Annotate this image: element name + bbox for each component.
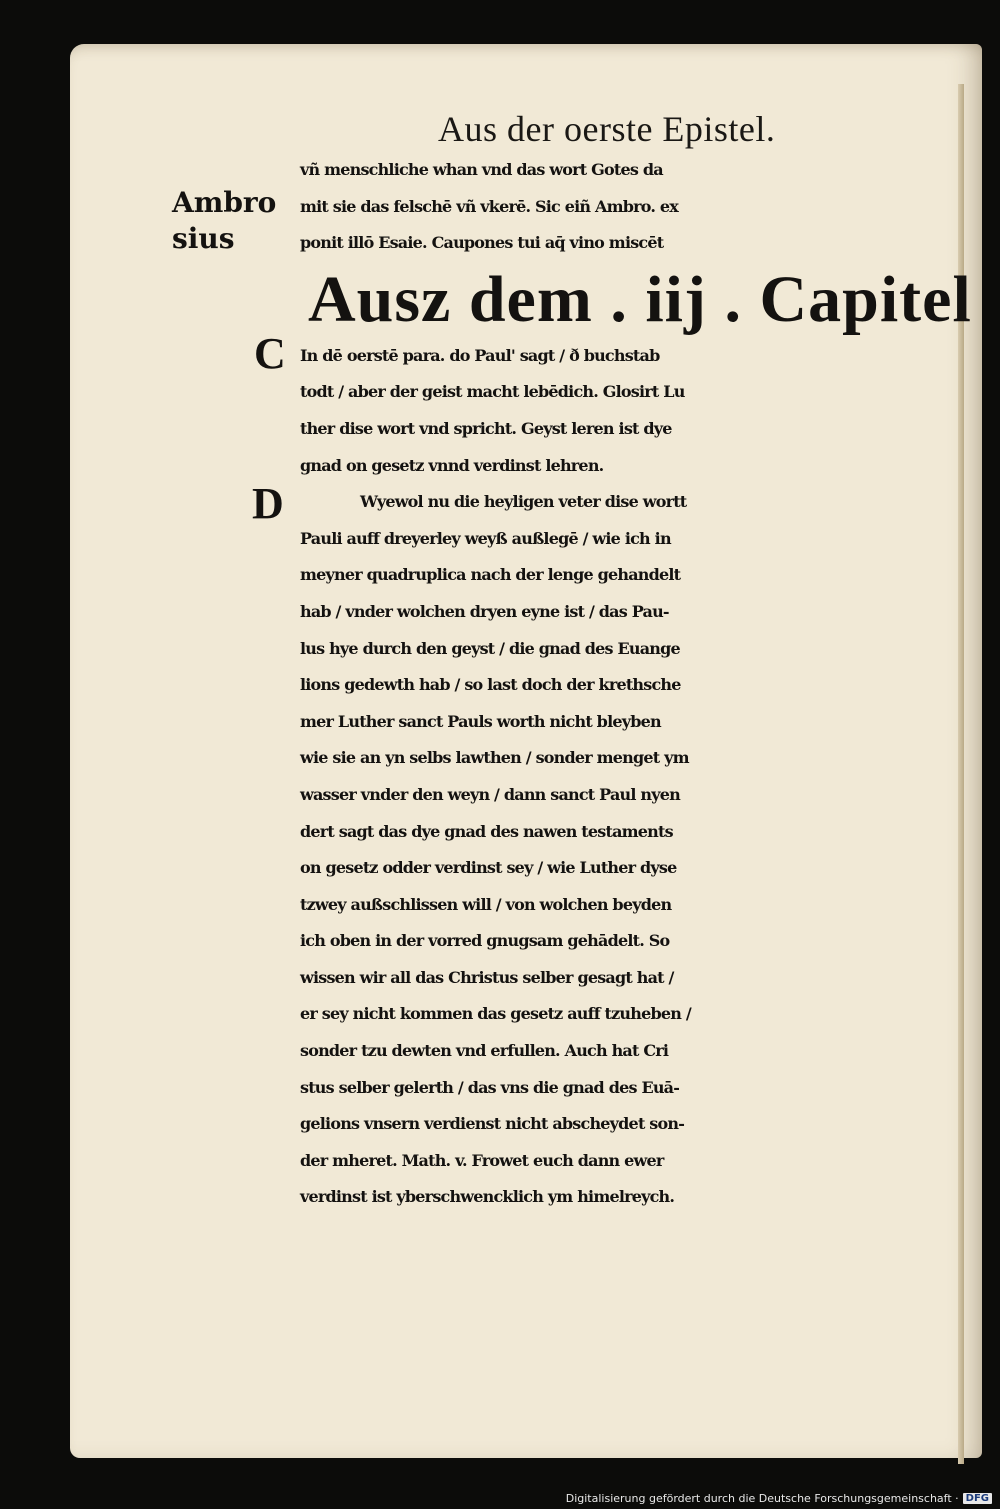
text-line: wie sie an yn selbs lawthen / sonder menget ym (300, 748, 689, 768)
text-line: Wyewol nu die heyligen veter dise wortt (360, 492, 687, 512)
text-line: lus hye durch den geyst / die gnad des Euange (300, 638, 680, 658)
text-line: gnad on gesetz vnnd verdinst lehren. (300, 455, 604, 475)
text-line: In dē oerstē para. do Paul' sagt / ð buchstab (300, 345, 660, 365)
text-line: ich oben in der vorred gnugsam gehādelt. So (300, 931, 670, 951)
text-line: meyner quadruplica nach der lenge gehandelt (300, 565, 681, 585)
text-line: sonder tzu dewten vnd erfullen. Auch hat Cri (300, 1041, 669, 1061)
text-line: wasser vnder den weyn / dann sanct Paul nyen (300, 784, 680, 804)
margin-note-line: sius (172, 222, 235, 255)
text-line: verdinst ist yberschwencklich ym himelreych. (300, 1187, 675, 1207)
text-line: stus selber gelerth / das vns die gnad des Euā- (300, 1077, 680, 1097)
text-line: vñ menschliche whan vnd das wort Gotes da (300, 160, 663, 179)
text-line: lions gedewth hab / so last doch der krethsche (300, 675, 681, 695)
body-text (300, 152, 972, 1216)
credit-text: Digitalisierung gefördert durch die Deutsche Forschungsgemeinschaft · (565, 1492, 959, 1505)
dfg-logo: DFG (963, 1493, 992, 1504)
text-line: Pauli auff dreyerley weyß außlegē / wie ich in (300, 528, 671, 548)
text-line: on gesetz odder verdinst sey / wie Luther dyse (300, 858, 677, 878)
chapter-heading: Ausz dem . iij . Capitel (308, 262, 972, 336)
text-line: ponit illō Esaie. Caupones tui aq̄ vino miscēt (300, 233, 664, 253)
text-line: todt / aber der geist macht lebēdich. Glosirt Lu (300, 382, 685, 402)
margin-letter-c: C (254, 329, 286, 378)
digitization-credit (566, 1492, 992, 1505)
text-line: dert sagt das dye gnad des nawen testaments (300, 821, 673, 841)
text-line: gelions vnsern verdienst nicht abscheydet son- (300, 1114, 685, 1134)
text-line: hab / vnder wolchen dryen eyne ist / das Pau- (300, 601, 669, 621)
text-line: der mheret. Math. v. Frowet euch dann ewer (300, 1150, 664, 1170)
text-line: er sey nicht kommen das gesetz auff tzuheben / (300, 1004, 691, 1024)
text-line: mer Luther sanct Pauls worth nicht bleyben (300, 711, 661, 731)
margin-note-line: Ambro (172, 186, 277, 219)
text-line: mit sie das felschē vñ vkerē. Sic eiñ Ambro. ex (300, 196, 679, 216)
running-head: Aus der oerste Epistel. (438, 109, 776, 149)
text-line: wissen wir all das Christus selber gesagt hat / (300, 967, 674, 987)
text-line: tzwey außschlissen will / von wolchen beyden (300, 894, 672, 914)
margin-letter-d: D (252, 479, 284, 528)
margin-note-ambrosius (172, 185, 276, 257)
text-line: ther dise wort vnd spricht. Geyst leren ist dye (300, 418, 672, 438)
